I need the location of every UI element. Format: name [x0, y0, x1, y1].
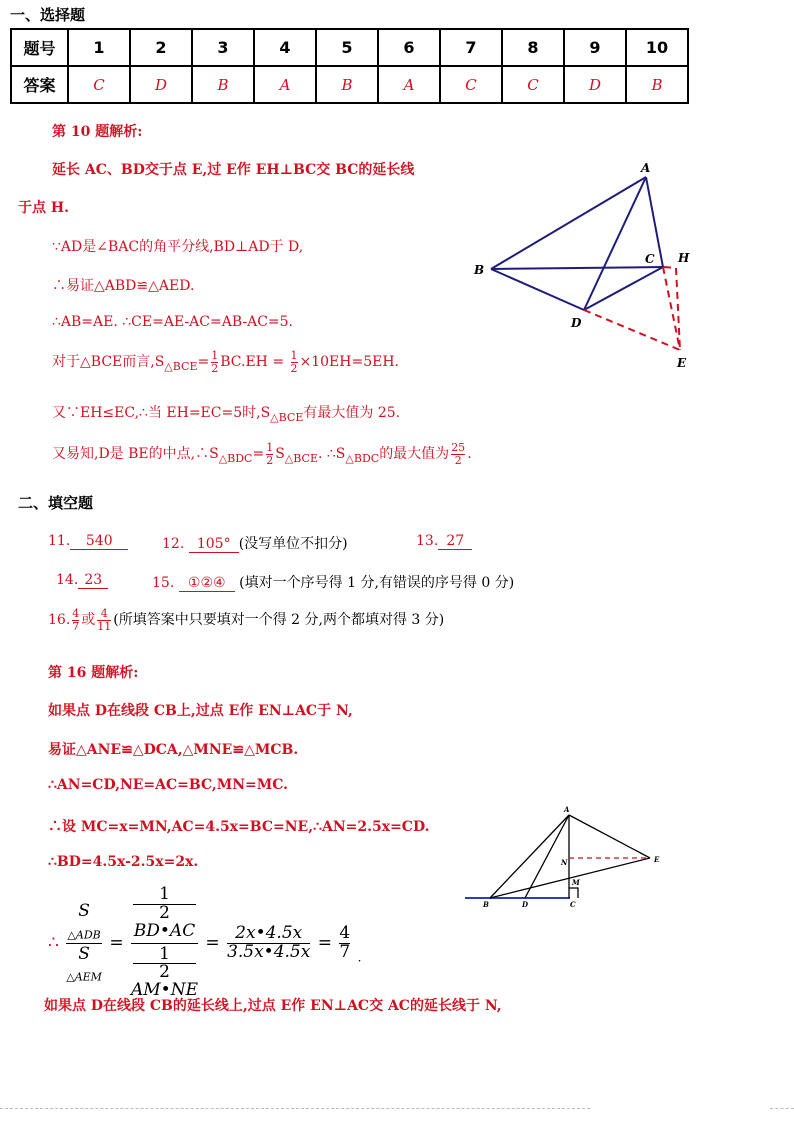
table-cell: 3 [192, 29, 254, 66]
table-cell: A [254, 66, 316, 103]
denominator: 3.5x•4.5x [227, 941, 311, 962]
text: S [78, 900, 90, 921]
period: . [357, 950, 362, 965]
label-n: N [561, 858, 568, 867]
denominator: 2 [290, 361, 298, 375]
text: . [467, 446, 472, 463]
table-cell: D [564, 66, 626, 103]
numerator: 1 [211, 349, 219, 362]
subscript: △ADB [67, 927, 101, 941]
denominator: 11 [97, 619, 112, 633]
note: (填对一个序号得 1 分,有错误的序号得 0 分) [239, 575, 515, 591]
numerator: 25 [451, 441, 466, 454]
note: (没写单位不扣分) [238, 536, 348, 552]
subscript: △BCE [284, 451, 318, 465]
table-header-answer: 答案 [11, 66, 68, 103]
label-b: B [474, 263, 485, 277]
subscript: △BDC [218, 451, 253, 465]
numerator: 4 [97, 608, 111, 621]
numerator: 1 [266, 441, 274, 454]
text: AM•NE [131, 980, 198, 1001]
label-d: D [522, 900, 529, 909]
footer-divider [770, 1108, 794, 1109]
subscript: △BCE [270, 410, 304, 424]
segment-be [490, 858, 650, 898]
table-cell: 7 [440, 29, 502, 66]
segment-ba [490, 815, 569, 898]
text: 或 [81, 612, 96, 629]
numerator: 1 [290, 349, 298, 362]
text: 16. [48, 612, 71, 629]
q16-line-2: 易证△ANE≌△DCA,△MNE≌△MCB. [48, 742, 299, 758]
answer-blank: 27 [438, 533, 472, 550]
equals-sign: = [317, 933, 332, 954]
table-cell: 4 [254, 29, 316, 66]
table-cell: 10 [626, 29, 688, 66]
table-cell: A [378, 66, 440, 103]
table-cell: 6 [378, 29, 440, 66]
text: S [78, 943, 90, 964]
text: 15. [152, 575, 175, 591]
denominator: 2 [266, 453, 274, 467]
denominator: 2 [159, 902, 170, 923]
table-cell: C [440, 66, 502, 103]
segment-ae [569, 815, 650, 858]
table-cell: C [68, 66, 130, 103]
q10-title: 第 10 题解析: [52, 124, 143, 140]
text: 又易知,D是 BE的中点,∴S [52, 446, 219, 463]
label-c: C [645, 252, 655, 266]
subscript: △BCE [164, 359, 198, 373]
answer-blank: ①②④ [179, 575, 235, 592]
subscript: △BDC [345, 451, 380, 465]
right-angle-mark [569, 888, 578, 898]
q16-line-last: 如果点 D在线段 CB的延长线上,过点 E作 EN⊥AC交 AC的延长线于 N, [44, 998, 502, 1014]
text: BC.EH = [220, 354, 285, 371]
denominator: 2 [211, 361, 219, 375]
text: 的最大值为 [379, 446, 450, 463]
table-cell: B [626, 66, 688, 103]
q10-line-1: 延长 AC、BD交于点 E,过 E作 EH⊥BC交 BC的延长线 [52, 162, 415, 178]
text: 对于△BCE而言,S [52, 354, 165, 371]
footer-divider [0, 1108, 590, 1109]
text: = [252, 446, 265, 463]
numerator: 4 [72, 607, 80, 620]
denominator: 7 [339, 941, 351, 962]
equals-sign: = [205, 933, 220, 954]
denominator: 2 [159, 962, 170, 983]
text: 11. [48, 533, 71, 549]
label-e: E [677, 356, 687, 370]
q10-line-2: 于点 H. [18, 200, 69, 216]
denominator: 2 [454, 453, 462, 467]
q10-line-4: ∴易证△ABD≌△AED. [52, 278, 195, 294]
therefore-symbol: ∴ [48, 933, 59, 954]
table-cell: 1 [68, 29, 130, 66]
table-cell: D [130, 66, 192, 103]
numerator: 2x•4.5x [227, 925, 310, 944]
denominator: 7 [72, 619, 80, 633]
q10-line-3: ∵AD是∠BAC的角平分线,BD⊥AD于 D, [52, 239, 304, 255]
label-a: A [564, 805, 570, 814]
note: (所填答案中只要填对一个得 2 分,两个都填对得 3 分) [113, 612, 445, 629]
q16-line-4: ∴设 MC=x=MN,AC=4.5x=BC=NE,∴AN=2.5x=CD. [48, 819, 430, 835]
q10-line-5: ∴AB=AE. ∴CE=AE-AC=AB-AC=5. [52, 314, 294, 330]
answer-blank: 540 [70, 533, 128, 550]
q16-line-3: ∴AN=CD,NE=AC=BC,MN=MC. [48, 777, 289, 793]
text: 14. [56, 572, 79, 588]
table-cell: C [502, 66, 564, 103]
label-d: D [571, 316, 582, 330]
text: BD•AC [133, 920, 196, 941]
numerator: 1 [133, 946, 196, 965]
subscript: △AEM [66, 970, 102, 984]
text: . ∴S [318, 446, 346, 463]
section-title-choice: 一、选择题 [10, 6, 86, 24]
equals-sign: = [109, 933, 124, 954]
label-m: M [572, 878, 580, 887]
text: 又∵EH≤EC,∴当 EH=EC=5时,S [52, 405, 271, 421]
numerator: 1 [133, 886, 196, 905]
table-cell: 5 [316, 29, 378, 66]
q16-line-1: 如果点 D在线段 CB上,过点 E作 EN⊥AC于 N, [48, 703, 353, 719]
table-cell: 9 [564, 29, 626, 66]
label-h: H [678, 251, 690, 265]
q16-line-5: ∴BD=4.5x-2.5x=2x. [48, 854, 199, 870]
text: 13. [416, 533, 439, 549]
text: S [275, 446, 285, 463]
label-e: E [654, 855, 660, 864]
table-header-number: 题号 [11, 29, 68, 66]
label-b: B [483, 900, 489, 909]
section-title-fill: 二、填空题 [18, 494, 94, 512]
table-cell: B [316, 66, 378, 103]
table-cell: 2 [130, 29, 192, 66]
q16-title: 第 16 题解析: [48, 665, 139, 681]
text: = [197, 354, 210, 371]
table-cell: 8 [502, 29, 564, 66]
text: 12. [162, 536, 185, 552]
answer-blank: 105° [189, 536, 239, 553]
numerator: 4 [339, 922, 351, 943]
text: 有最大值为 25. [303, 405, 401, 421]
label-c: C [570, 900, 576, 909]
text: ×10EH=5EH. [299, 354, 400, 371]
answer-blank: 23 [78, 572, 108, 589]
segment-da [525, 815, 569, 898]
label-a: A [641, 161, 651, 175]
table-cell: B [192, 66, 254, 103]
